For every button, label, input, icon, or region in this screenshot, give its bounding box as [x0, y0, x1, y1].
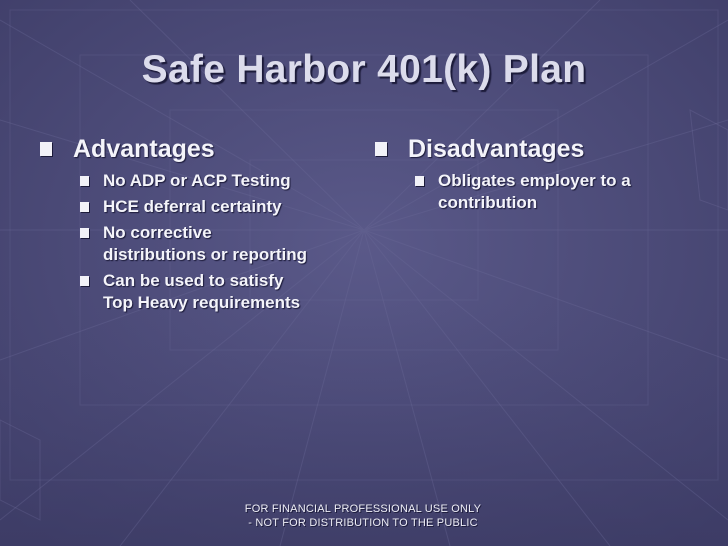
list-item-text: Can be used to satisfy [103, 271, 284, 290]
list-item [40, 222, 360, 266]
disadvantages-heading [375, 134, 695, 170]
square-bullet-icon [40, 142, 52, 156]
advantages-heading-label: Advantages [73, 135, 215, 163]
footer-line-2: - NOT FOR DISTRIBUTION TO THE PUBLIC [248, 517, 478, 529]
slide-title: Safe Harbor 401(k) Plan [141, 48, 587, 91]
list-item-text: HCE deferral certainty [103, 197, 282, 216]
list-item-text-continued: contribution [438, 193, 538, 212]
square-bullet-icon [415, 176, 424, 186]
advantages-list [40, 170, 360, 314]
footer-line-1: FOR FINANCIAL PROFESSIONAL USE ONLY [244, 503, 482, 515]
square-bullet-icon [80, 228, 89, 238]
disadvantages-list [375, 170, 695, 214]
list-item-text: No ADP or ACP Testing [103, 171, 291, 190]
square-bullet-icon [375, 142, 387, 156]
square-bullet-icon [80, 276, 89, 286]
list-item-text: Obligates employer to a [438, 171, 631, 190]
advantages-heading [40, 134, 360, 170]
square-bullet-icon [80, 176, 89, 186]
disadvantages-column [375, 134, 695, 218]
list-item [40, 196, 360, 218]
advantages-column [40, 134, 360, 318]
list-item-text: No corrective [103, 223, 212, 242]
disadvantages-heading-label: Disadvantages [408, 135, 585, 163]
square-bullet-icon [80, 202, 89, 212]
list-item-text-continued: Top Heavy requirements [103, 293, 301, 312]
list-item [40, 270, 360, 314]
list-item [375, 170, 695, 214]
list-item [40, 170, 360, 192]
list-item-text-continued: distributions or reporting [103, 245, 307, 264]
footer-disclaimer [200, 502, 526, 530]
